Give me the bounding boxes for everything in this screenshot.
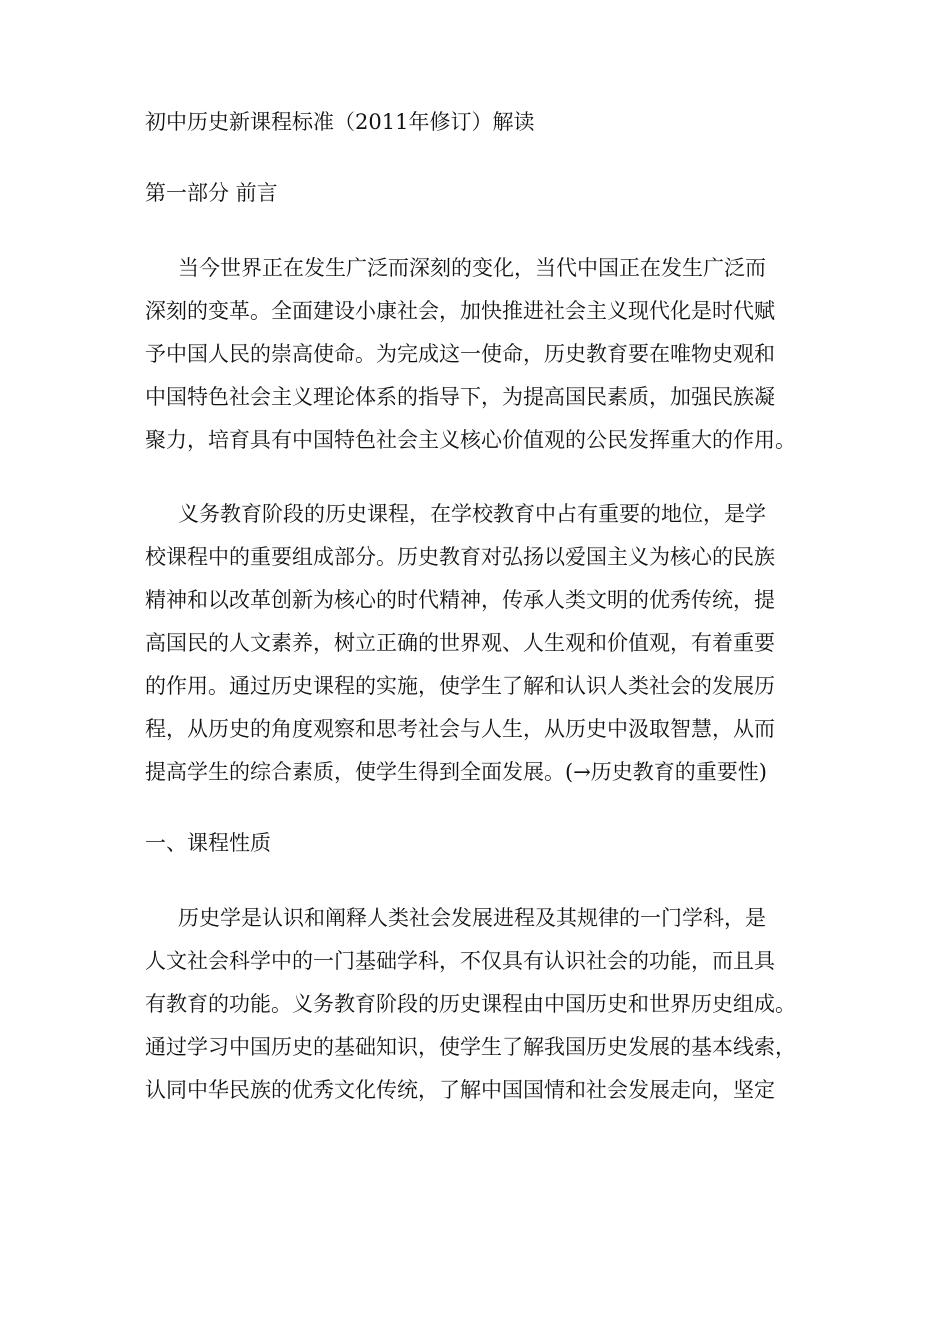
paragraph-1-line: 深刻的变革。全面建设小康社会，加快推进社会主义现代化是时代赋 [145,299,775,323]
paragraph-1-line: 中国特色社会主义理论体系的指导下，为提高国民素质，加强民族凝 [145,385,775,409]
paragraph-3-line: 历史学是认识和阐释人类社会发展进程及其规律的一门学科，是 [178,906,766,930]
paragraph-3-line: 人文社会科学中的一门基础学科，不仅具有认识社会的功能，而且具 [145,949,775,973]
paragraph-2-line: 的作用。通过历史课程的实施，使学生了解和认识人类社会的发展历 [145,674,775,698]
paragraph-2-line: 程，从历史的角度观察和思考社会与人生，从历史中汲取智慧，从而 [145,717,775,741]
paragraph-1-line: 予中国人民的崇高使命。为完成这一使命，历史教育要在唯物史观和 [145,342,775,366]
paragraph-2-line: 精神和以改革创新为核心的时代精神，传承人类文明的优秀传统，提 [145,588,775,612]
paragraph-1-line: 聚力，培育具有中国特色社会主义核心价值观的公民发挥重大的作用。 [145,428,796,452]
section-heading: 一、课程性质 [145,831,271,855]
paragraph-3-line: 认同中华民族的优秀文化传统，了解中国国情和社会发展走向，坚定 [145,1078,775,1102]
paragraph-3-line: 有教育的功能。义务教育阶段的历史课程由中国历史和世界历史组成。 [145,992,796,1016]
paragraph-2-line: 义务教育阶段的历史课程，在学校教育中占有重要的地位，是学 [178,502,766,526]
document-title: 初中历史新课程标准（2011年修订）解读 [145,110,535,134]
part-heading: 第一部分 前言 [145,181,278,205]
paragraph-1-line: 当今世界正在发生广泛而深刻的变化，当代中国正在发生广泛而 [178,256,766,280]
paragraph-2-line: 校课程中的重要组成部分。历史教育对弘扬以爱国主义为核心的民族 [145,545,775,569]
paragraph-3-line: 通过学习中国历史的基础知识，使学生了解我国历史发展的基本线索， [145,1035,796,1059]
paragraph-2-line: 高国民的人文素养，树立正确的世界观、人生观和价值观，有着重要 [145,631,775,655]
paragraph-2-line: 提高学生的综合素质，使学生得到全面发展。(→历史教育的重要性) [145,760,767,784]
